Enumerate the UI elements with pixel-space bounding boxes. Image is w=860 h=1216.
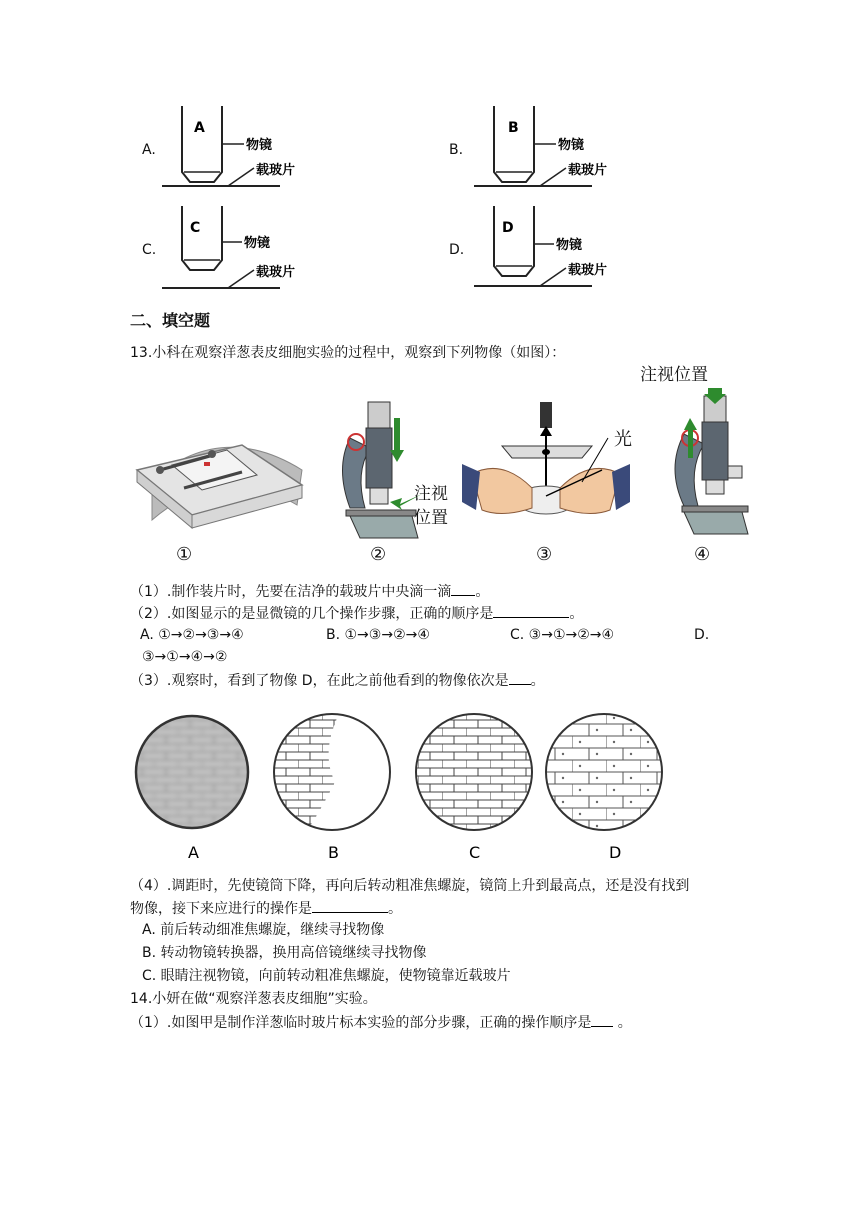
cell-label-b: B — [328, 843, 339, 862]
q13-sub4-line2 — [130, 898, 402, 919]
slide-label-d: 载玻片 — [568, 263, 608, 278]
lens-diagram-b — [474, 104, 644, 192]
q13-sub1 — [130, 581, 489, 602]
q13-sub2-option-d-text[interactable]: ③→①→④→② — [142, 649, 228, 665]
q13-sub3 — [130, 670, 545, 691]
cell-image-d — [540, 712, 670, 842]
q13-sub2-option-b[interactable]: B. ①→③→②→④ — [326, 627, 430, 643]
lens-label-c: 物镜 — [244, 236, 271, 251]
step4-microscope-figure — [660, 388, 760, 540]
lens-letter-a: A — [194, 120, 205, 136]
lens-diagram-d — [474, 204, 644, 294]
lens-letter-b: B — [508, 120, 519, 136]
lens-label-a: 物镜 — [246, 138, 273, 153]
step3-light-label: 光 — [614, 429, 632, 450]
cell-label-d: D — [609, 843, 622, 862]
lens-diagram-c — [162, 204, 332, 294]
cell-image-b — [270, 712, 390, 842]
q13-sub2 — [130, 603, 583, 624]
q13-sub2-text: （2）.如图显示的是显微镜的几个操作步骤，正确的顺序是 — [130, 606, 494, 622]
q13-sub4-option-c[interactable]: C. 眼睛注视物镜，向前转动粗准焦螺旋，使物镜靠近载玻片 — [142, 968, 511, 984]
step2-gaze-label-1: 注视 — [414, 484, 448, 504]
lens-diagram-a — [162, 104, 332, 192]
lens-label-d: 物镜 — [556, 238, 583, 253]
lens-letter-d: D — [502, 220, 514, 236]
q13-sub1-blank[interactable] — [451, 581, 475, 596]
cell-images-figure — [130, 712, 730, 862]
option-c-prefix: C. — [142, 242, 157, 258]
section-heading: 二、填空题 — [130, 311, 211, 330]
step3-light-figure — [462, 398, 637, 538]
slide-label-a: 载玻片 — [256, 163, 296, 178]
option-d-prefix: D. — [449, 242, 465, 258]
q14-sub1 — [130, 1012, 632, 1033]
q13-stem: 13.小科在观察洋葱表皮细胞实验的过程中，观察到下列物像（如图）： — [130, 345, 566, 361]
cell-label-c: C — [469, 843, 481, 862]
q13-sub1-text: （1）.制作装片时，先要在洁净的载玻片中央滴一滴 — [130, 584, 452, 600]
q13-sub3-blank[interactable] — [509, 670, 531, 685]
q13-sub2-option-d-prefix[interactable]: D. — [694, 627, 710, 643]
q13-sub2-blank[interactable] — [493, 603, 569, 618]
q14-sub1-text: （1）.如图甲是制作洋葱临时玻片标本实验的部分步骤，正确的操作顺序是 — [130, 1015, 592, 1031]
step4-label: ④ — [694, 544, 711, 565]
q13-sub2-option-c[interactable]: C. ③→①→②→④ — [510, 627, 615, 643]
q13-sub2-option-a[interactable]: A. ①→②→③→④ — [140, 627, 244, 643]
cell-label-a: A — [188, 843, 199, 862]
lens-label-b: 物镜 — [558, 138, 585, 153]
q13-sub3-text: （3）.观察时，看到了物像 D，在此之前他看到的物像依次是 — [130, 673, 509, 689]
q13-sub2-end: 。 — [569, 606, 584, 622]
step1-label: ① — [176, 544, 193, 565]
q14-stem: 14.小妍在做“观察洋葱表皮细胞”实验。 — [130, 991, 377, 1007]
q14-sub1-blank[interactable] — [591, 1012, 613, 1027]
option-b-prefix: B. — [449, 142, 464, 158]
step1-stage-figure — [132, 410, 307, 540]
step2-label: ② — [370, 544, 387, 565]
lens-letter-c: C — [190, 220, 201, 236]
cell-image-c — [410, 712, 540, 842]
cell-image-a — [130, 712, 260, 842]
slide-label-c: 载玻片 — [256, 265, 296, 280]
q13-sub4-text: 物像，接下来应进行的操作是 — [130, 901, 312, 917]
q13-sub4-option-a[interactable]: A. 前后转动细准焦螺旋，继续寻找物像 — [142, 922, 385, 938]
q13-sub4-option-b[interactable]: B. 转动物镜转换器，换用高倍镜继续寻找物像 — [142, 945, 427, 961]
q13-sub4-blank[interactable] — [312, 898, 388, 913]
slide-label-b: 载玻片 — [568, 163, 608, 178]
q13-sub1-end: 。 — [475, 584, 490, 600]
q14-sub1-end: 。 — [613, 1015, 632, 1031]
q13-sub4-line1: （4）.调距时，先使镜筒下降，再向后转动粗准焦螺旋，镜筒上升到最高点，还是没有找到 — [130, 878, 690, 894]
step2-gaze-label-2: 位置 — [414, 508, 448, 528]
q13-sub3-end: 。 — [530, 673, 545, 689]
option-a-prefix: A. — [142, 142, 156, 158]
step4-gaze-label: 注视位置 — [640, 365, 708, 385]
q13-sub4-end: 。 — [388, 901, 402, 917]
step3-label: ③ — [536, 544, 553, 565]
